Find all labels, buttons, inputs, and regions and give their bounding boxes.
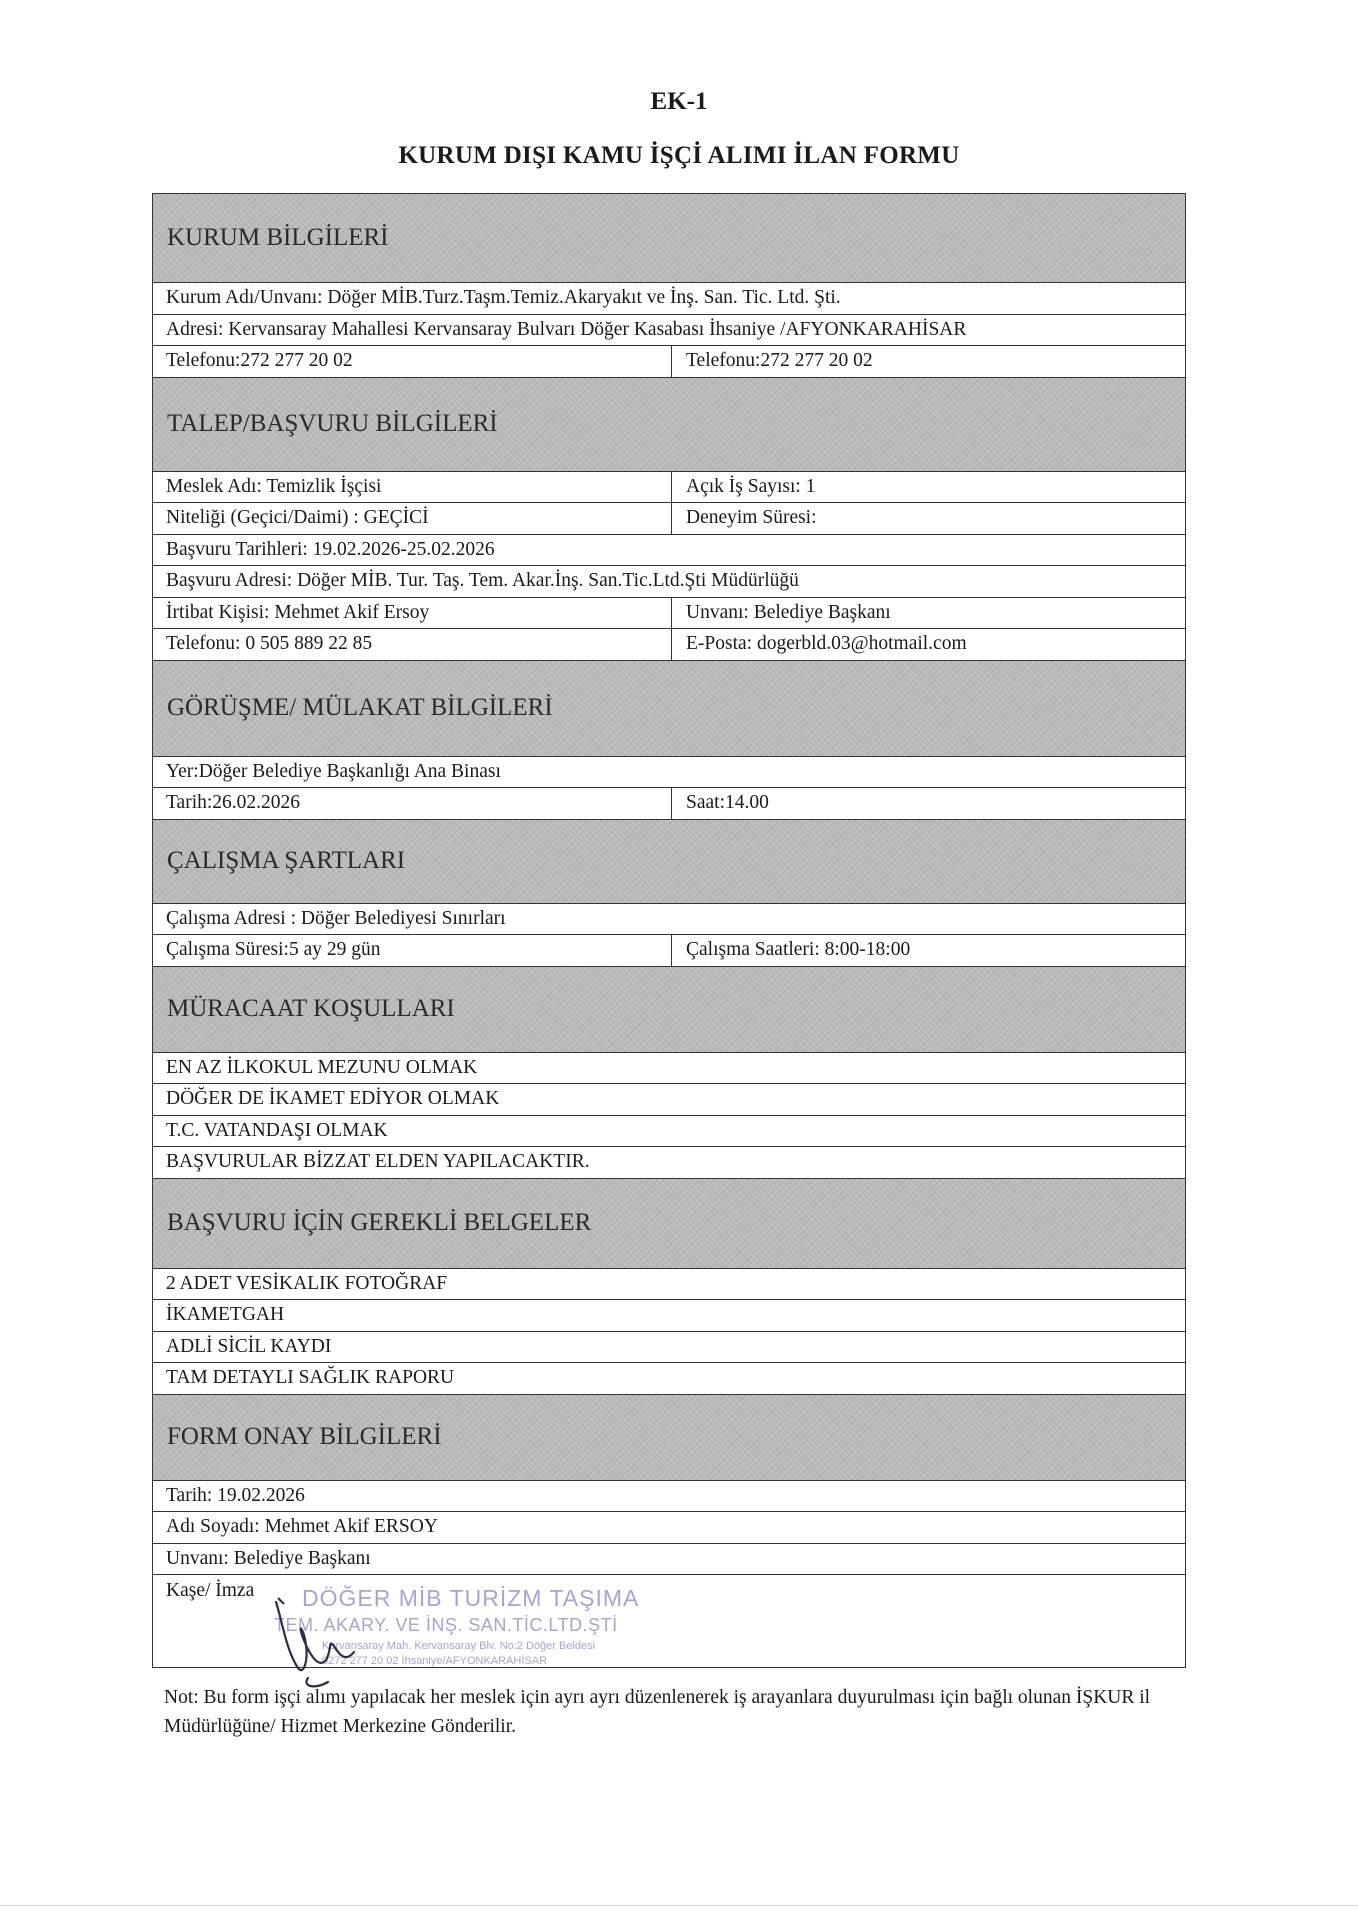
document-item: 2 ADET VESİKALIK FOTOĞRAF (166, 1272, 448, 1294)
signature-label: Kaşe/ İmza (166, 1579, 255, 1601)
form-row (153, 503, 1185, 535)
form-row (153, 788, 1185, 820)
institution-address: Adresi: Kervansaray Mahallesi Kervansaray Bulvarı Döğer Kasabası İhsaniye /AFYONKARAHİSAR (166, 318, 967, 340)
form-row (153, 1481, 1185, 1513)
approver-title: Unvanı: Belediye Başkanı (166, 1547, 371, 1569)
form-row (153, 1512, 1185, 1544)
approval-date: Tarih: 19.02.2026 (166, 1484, 305, 1506)
institution-phone: Telefonu:272 277 20 02 (153, 346, 672, 377)
annex-label: EK-1 (650, 88, 708, 115)
section-header-belgeler: BAŞVURU İÇİN GEREKLİ BELGELER (153, 1179, 1185, 1269)
requirement-item: DÖĞER DE İKAMET EDİYOR OLMAK (166, 1088, 500, 1110)
requirement-item: EN AZ İLKOKUL MEZUNU OLMAK (166, 1056, 478, 1078)
job-posting-form (152, 193, 1186, 1668)
form-row (153, 629, 1185, 661)
stamp-line: 0272 277 20 02 İhsaniye/AFYONKARAHİSAR (322, 1655, 548, 1667)
form-row (153, 904, 1185, 936)
institution-name: Kurum Adı/Unvanı: Döğer MİB.Turz.Taşm.Temiz.Akaryakıt ve İnş. San. Tic. Ltd. Şti. (166, 287, 841, 309)
list-item (153, 1147, 1185, 1179)
form-row (153, 757, 1185, 789)
contact-phone: Telefonu: 0 505 889 22 85 (153, 629, 672, 660)
section-header-muracaat: MÜRACAAT KOŞULLARI (153, 967, 1185, 1053)
open-job-count: Açık İş Sayısı: 1 (686, 475, 816, 497)
contact-title: Unvanı: Belediye Başkanı (686, 601, 891, 623)
contact-person: İrtibat Kişisi: Mehmet Akif Ersoy (153, 598, 672, 629)
stamp-line: DÖĞER MİB TURİZM TAŞIMA (302, 1585, 640, 1611)
work-duration: Çalışma Süresi:5 ay 29 gün (153, 935, 672, 966)
application-dates: Başvuru Tarihleri: 19.02.2026-25.02.2026 (166, 538, 495, 560)
document-item: ADLİ SİCİL KAYDI (166, 1335, 332, 1357)
interview-place: Yer:Döğer Belediye Başkanlığı Ana Binası (166, 760, 501, 782)
interview-time: Saat:14.00 (686, 792, 769, 814)
form-row (153, 566, 1185, 598)
work-address: Çalışma Adresi : Döğer Belediyesi Sınırları (166, 907, 506, 929)
interview-date: Tarih:26.02.2026 (153, 788, 672, 819)
list-item (153, 1053, 1185, 1085)
list-item (153, 1084, 1185, 1116)
form-row (153, 535, 1185, 567)
form-row (153, 315, 1185, 347)
stamp-line: TEM. AKARY. VE İNŞ. SAN.TİC.LTD.ŞTİ (274, 1615, 618, 1635)
requirement-item: T.C. VATANDAŞI OLMAK (166, 1119, 388, 1141)
form-row (153, 346, 1185, 378)
form-row (153, 935, 1185, 967)
job-nature: Niteliği (Geçici/Daimi) : GEÇİCİ (153, 503, 672, 534)
section-header-calisma: ÇALIŞMA ŞARTLARI (153, 820, 1185, 904)
approver-name: Adı Soyadı: Mehmet Akif ERSOY (166, 1516, 438, 1538)
section-header-onay: FORM ONAY BİLGİLERİ (153, 1395, 1185, 1481)
contact-email: E-Posta: dogerbld.03@hotmail.com (686, 633, 967, 655)
application-address: Başvuru Adresi: Döğer MİB. Tur. Taş. Tem. Akar.İnş. San.Tic.Ltd.Şti Müdürlüğü (166, 570, 799, 592)
document-item: TAM DETAYLI SAĞLIK RAPORU (166, 1367, 455, 1389)
list-item (153, 1363, 1185, 1395)
section-header-kurum: KURUM BİLGİLERİ (153, 194, 1185, 283)
work-hours: Çalışma Saatleri: 8:00-18:00 (686, 939, 911, 961)
form-title: KURUM DIŞI KAMU İŞÇİ ALIMI İLAN FORMU (398, 142, 960, 169)
form-row (153, 1544, 1185, 1576)
experience-duration: Deneyim Süresi: (686, 507, 817, 529)
section-header-gorusme: GÖRÜŞME/ MÜLAKAT BİLGİLERİ (153, 661, 1185, 757)
requirement-item: BAŞVURULAR BİZZAT ELDEN YAPILACAKTIR. (166, 1151, 590, 1173)
form-row (153, 472, 1185, 504)
list-item (153, 1300, 1185, 1332)
stamp-line: Kervansaray Mah. Kervansaray Blv. No:2 Döğer Beldesi (322, 1640, 596, 1652)
footer-note: Not: Bu form işçi alımı yapılacak her meslek için ayrı ayrı düzenlenerek iş arayanlara duyurulması için bağlı olunan İŞKUR il Müdürlüğüne/ Hizmet Merkezine Gönderilir. (164, 1687, 1151, 1737)
list-item (153, 1116, 1185, 1148)
institution-phone-2: Telefonu:272 277 20 02 (686, 350, 873, 372)
section-header-talep: TALEP/BAŞVURU BİLGİLERİ (153, 378, 1185, 472)
occupation-name: Meslek Adı: Temizlik İşçisi (153, 472, 672, 503)
form-row (153, 598, 1185, 630)
list-item (153, 1269, 1185, 1301)
list-item (153, 1332, 1185, 1364)
form-row (153, 283, 1185, 315)
scan-edge-line (0, 1905, 1358, 1906)
document-item: İKAMETGAH (166, 1304, 285, 1326)
